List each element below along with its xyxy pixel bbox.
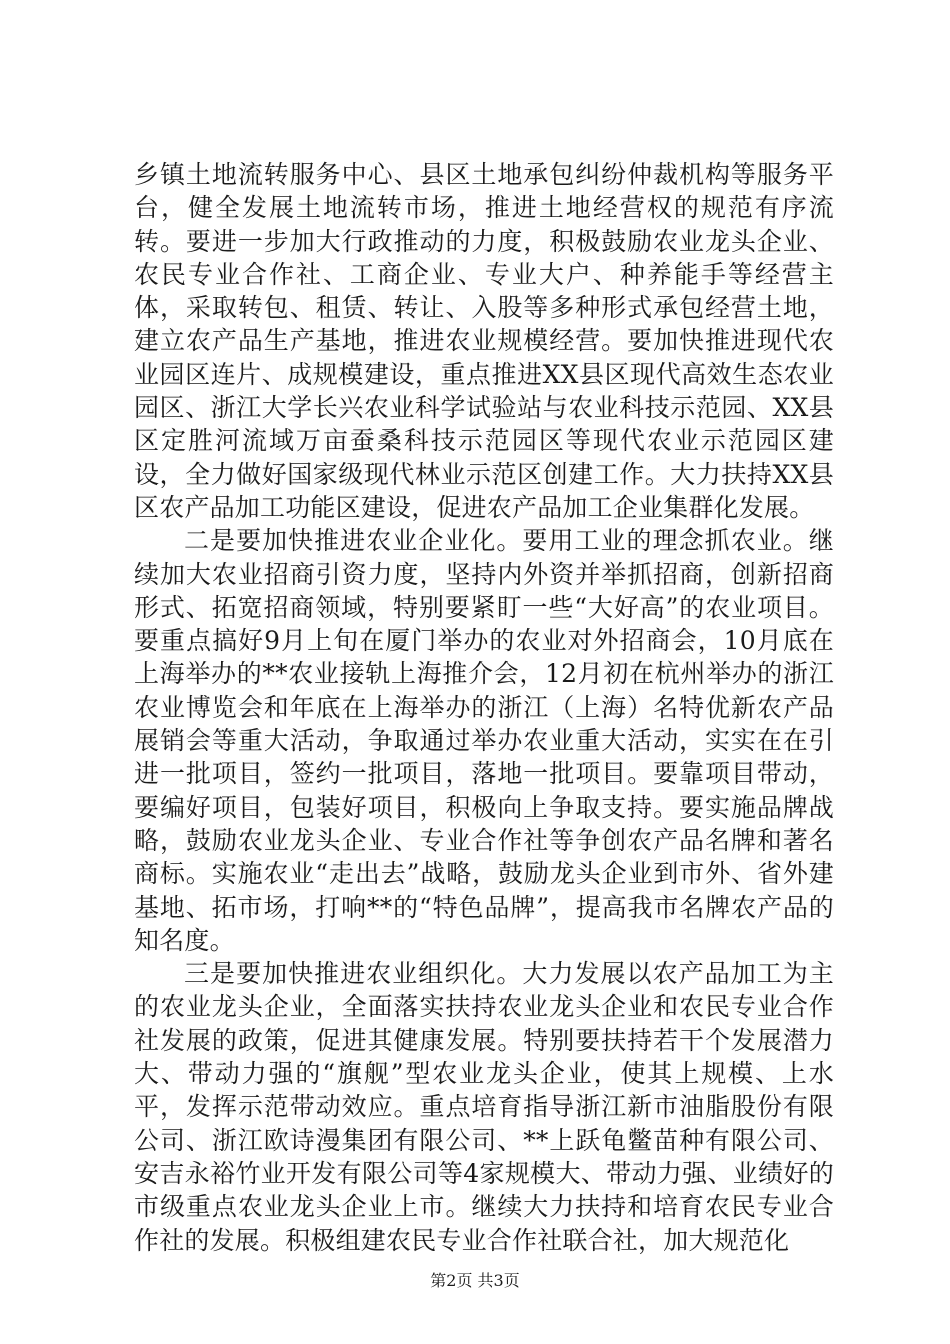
page-footer: 第2页 共3页 [430,1271,520,1290]
paragraph-continuation: 乡镇土地流转服务中心、县区土地承包纠纷仲裁机构等服务平台，健全发展土地流转市场，推进土地经营权的规范有序流转。要进一步加大行政推动的力度，积极鼓励农业龙头企业、农民专业合作社、工商企业、专业大户、种养能手等经营主体，采取转包、租赁、转让、入股等多种形式承包经营土地，建立农产品生产基地，推进农业规模经营。要加快推进现代农业园区连片、成规模建设，重点推进XX县区现代高效生态农业园区、浙江大学长兴农业科学试验站与农业科技示范园、XX县区定胜河流域万亩蚕桑科技示范园区等现代农业示范园区建设，全力做好国家级现代林业示范区创建工作。大力扶持XX县区农产品加工功能区建设，促进农产品加工企业集群化发展。 [134,160,834,522]
document-body [134,158,834,1257]
paragraph-agri-enterprise: 二是要加快推进农业企业化。要用工业的理念抓农业。继续加大农业招商引资力度，坚持内外资并举抓招商，创新招商形式、拓宽招商领域，特别要紧盯一些“大好高”的农业项目。要重点搞好9月上旬在厦门举办的农业对外招商会，10月底在上海举办的**农业接轨上海推介会，12月初在杭州举办的浙江农业博览会和年底在上海举办的浙江（上海）名特优新农产品展销会等重大活动，争取通过举办农业重大活动，实实在在引进一批项目，签约一批项目，落地一批项目。要靠项目带动，要编好项目，包装好项目，积极向上争取支持。要实施品牌战略，鼓励农业龙头企业、专业合作社等争创农产品名牌和著名商标。实施农业“走出去”战略，鼓励龙头企业到市外、省外建基地、拓市场，打响**的“特色品牌”，提高我市名牌农产品的知名度。 [134,526,834,955]
paragraph-agri-organization: 三是要加快推进农业组织化。大力发展以农产品加工为主的农业龙头企业，全面落实扶持农业龙头企业和农民专业合作社发展的政策，促进其健康发展。特别要扶持若干个发展潜力大、带动力强的“旗舰”型农业龙头企业，使其上规模、上水平，发挥示范带动效应。重点培育指导浙江新市油脂股份有限公司、浙江欧诗漫集团有限公司、**上跃龟鳖苗种有限公司、安吉永裕竹业开发有限公司等4家规模大、带动力强、业绩好的市级重点农业龙头企业上市。继续大力扶持和培育农民专业合作社的发展。积极组建农民专业合作社联合社，加大规范化 [134,959,834,1255]
